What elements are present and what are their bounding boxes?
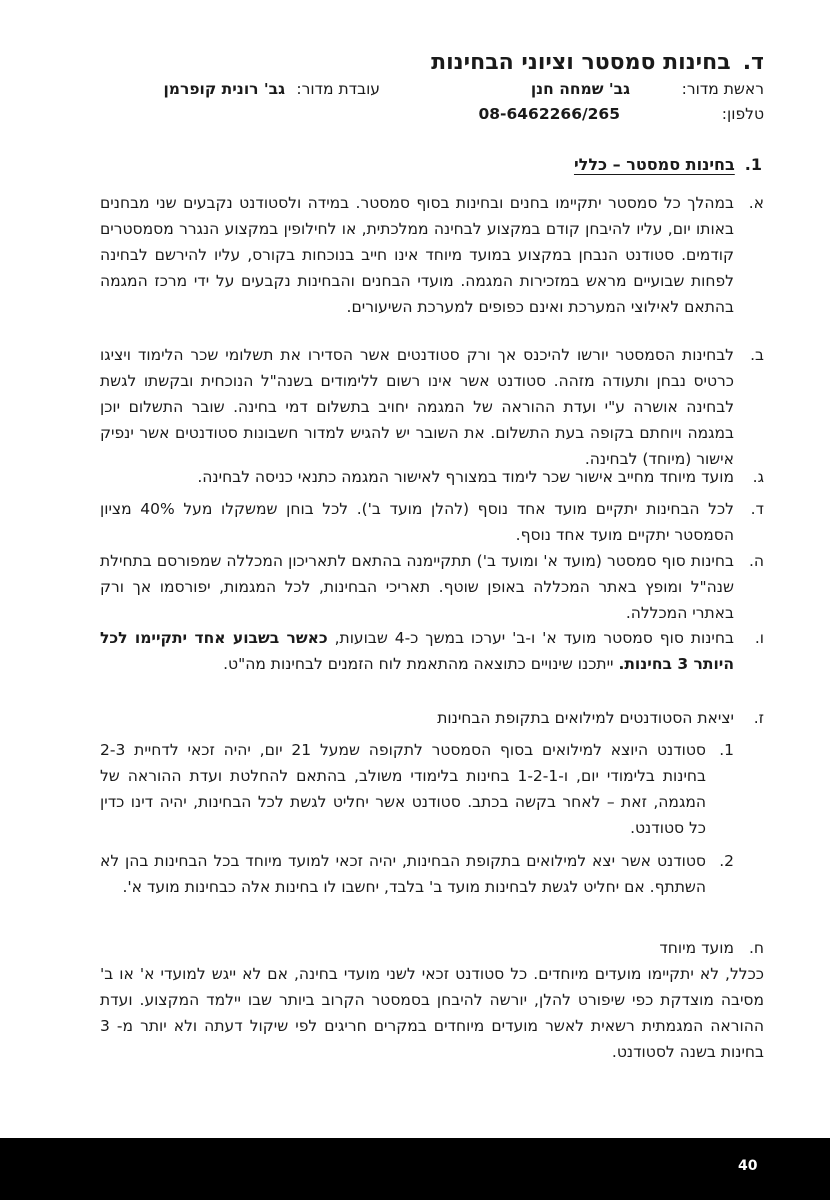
clause-text: בחינות סוף סמסטר מועד א' ו-ב' יערכו במשך כ-4 שבועות, כאשר בשבוע אחד יתקיימו לכל היותר 3 בחינות. ייתכנו שינויים כתוצאה מהתאמת לוח הזמנים לבחינות מה"ט. [100, 629, 734, 673]
worker-label: עובדת מדור: [296, 80, 380, 98]
page-footer [0, 1138, 830, 1200]
page-number: 40 [738, 1158, 758, 1174]
clause-g [100, 464, 764, 490]
clause-z-1 [100, 737, 764, 841]
clause-text: סטודנט היוצא למילואים בסוף הסמסטר לתקופה שמעל 21 יום, יהיה זכאי לדחיית 2-3 בחינות בלימודי יום, ו-1-2-1 בחינות בלימודי משולב, בהתאם להחלטת ועדת ההוראה של המגמה, זאת – לאחר בקשה בכתב. סטודנט אשר יחליט לגשת לכל הבחינות, יהיה דינו כדין כל סטודנט. [100, 741, 706, 837]
worker-name: גב' רונית קופרמן [163, 80, 285, 98]
clause-text: ככלל, לא יתקיימו מועדים מיוחדים. כל סטודנט זכאי לשני מועדי בחינה, אם לא ייגש למועדי א' או ב' מסיבה מוצדקת כפי שיפורט להלן, יורשה להיבחן בסמסטר הקרוב ביותר שבו יילמד המקצוע. ועדת ההוראה המגמתית רשאית לאשר מועדים מיוחדים במקרים חריגים לפי שיקול דעתה ולא יותר מ- 3 בחינות בשנה לסטודנט. [100, 965, 764, 1061]
clause-marker: ב. [750, 346, 764, 364]
clause-marker: א. [748, 194, 764, 212]
head-name: גב' שמחה חנן [530, 80, 630, 98]
section-title: בחינות סמסטר וציוני הבחינות [431, 50, 731, 75]
clause-text: לבחינות הסמסטר יורשו להיכנס אך ורק סטודנטים אשר הסדירו את תשלומי שכר הלימוד ויציגו כרטיס נבחן ותעודה מזהה. סטודנט אשר אינו רשום ללימודים בשנה"ל הנוכחית ובקשתו לגשת לבחינה אושרה ע"י ועדת ההוראה של המגמה יחויב בתשלום דמי בחינה. שובר התשלום יוכן במגמה ויוחתם בקופה בעת התשלום. את השובר יש להגיש למדור חשבונות סטודנטים אשר ינפיק אישור (מיוחד) לבחינה. [100, 346, 734, 468]
clause-ch [100, 935, 764, 1065]
clause-marker: ו. [754, 629, 764, 647]
clause-marker: ז. [753, 709, 764, 727]
clause-text: סטודנט אשר יצא למילואים בתקופת הבחינות, יהיה זכאי למועד מיוחד בכל הבחינות בהן לא השתתף. אם יחליט לגשת לבחינות מועד ב' בלבד, יחשבו לו בחינות אלה כבחינות מועד א'. [100, 852, 706, 896]
clause-marker: 1. [719, 741, 734, 759]
section-heading [431, 50, 764, 75]
clause-v [100, 625, 764, 677]
subsection-heading [574, 155, 762, 174]
subsection-number: 1. [744, 155, 762, 174]
clause-title: מועד מיוחד [659, 939, 734, 957]
clause-marker: ח. [748, 939, 764, 957]
clause-text: בחינות סוף סמסטר (מועד א' ומועד ב') תתקיימנה בהתאם לתאריכון המכללה שמפורסם בתחילת שנה"ל ומופץ באתר המכללה באופן שוטף. תאריכי הבחינות, לכל המגמות, יפורסמו אך ורק באתרי המכללה. [100, 552, 734, 622]
clause-text: במהלך כל סמסטר יתקיימו בחנים ובחינות בסוף סמסטר. במידה ולסטודנט נקבעים שני מבחנים באותו יום, עליו להיבחן קודם במקצוע לבחינה ממלכתית, או לחילופין במקצוע הנגרר מסמסטרים קודמים. סטודנט הנבחן במקצוע במועד מיוחד אינו חייב בנוכחות בקורס, עליו להירשם לבחינה לפחות שבועיים מראש במזכירות המגמה. מועדי הבחנים והבחינות נקבעים על ידי מרכז המגמה בהתאם לאילוצי המערכת ואינם כפופים למערכת השיעורים. [100, 194, 734, 316]
clause-a [100, 190, 764, 320]
clause-marker: ד. [750, 500, 764, 518]
clause-text: מועד מיוחד מחייב אישור שכר לימוד במצורף לאישור המגמה כתנאי כניסה לבחינה. [197, 468, 734, 486]
subsection-title: בחינות סמסטר – כללי [573, 155, 735, 174]
section-letter: ד. [742, 50, 764, 75]
clause-text: לכל הבחינות יתקיים מועד אחד נוסף (להלן מועד ב'). לכל בוחן שמשקלו מעל 40% מציון הסמסטר יתקיים מועד אחד נוסף. [100, 500, 734, 544]
clause-b [100, 342, 764, 472]
clause-h [100, 548, 764, 626]
clause-marker: ג. [752, 468, 764, 486]
clause-d [100, 496, 764, 548]
phone-label: טלפון: [721, 105, 764, 123]
head-label: ראשת מדור: [681, 80, 764, 98]
clause-text: יציאת הסטודנטים למילואים בתקופת הבחינות [437, 709, 734, 727]
phone-number: 08-6462266/265 [478, 105, 620, 123]
clause-emphasis: כאשר בשבוע אחד יתקיימו לכל היותר 3 בחינות. [100, 629, 734, 673]
clause-z-2 [100, 848, 764, 900]
clause-marker: 2. [719, 852, 734, 870]
clause-marker: ה. [748, 552, 764, 570]
clause-z [100, 705, 764, 731]
